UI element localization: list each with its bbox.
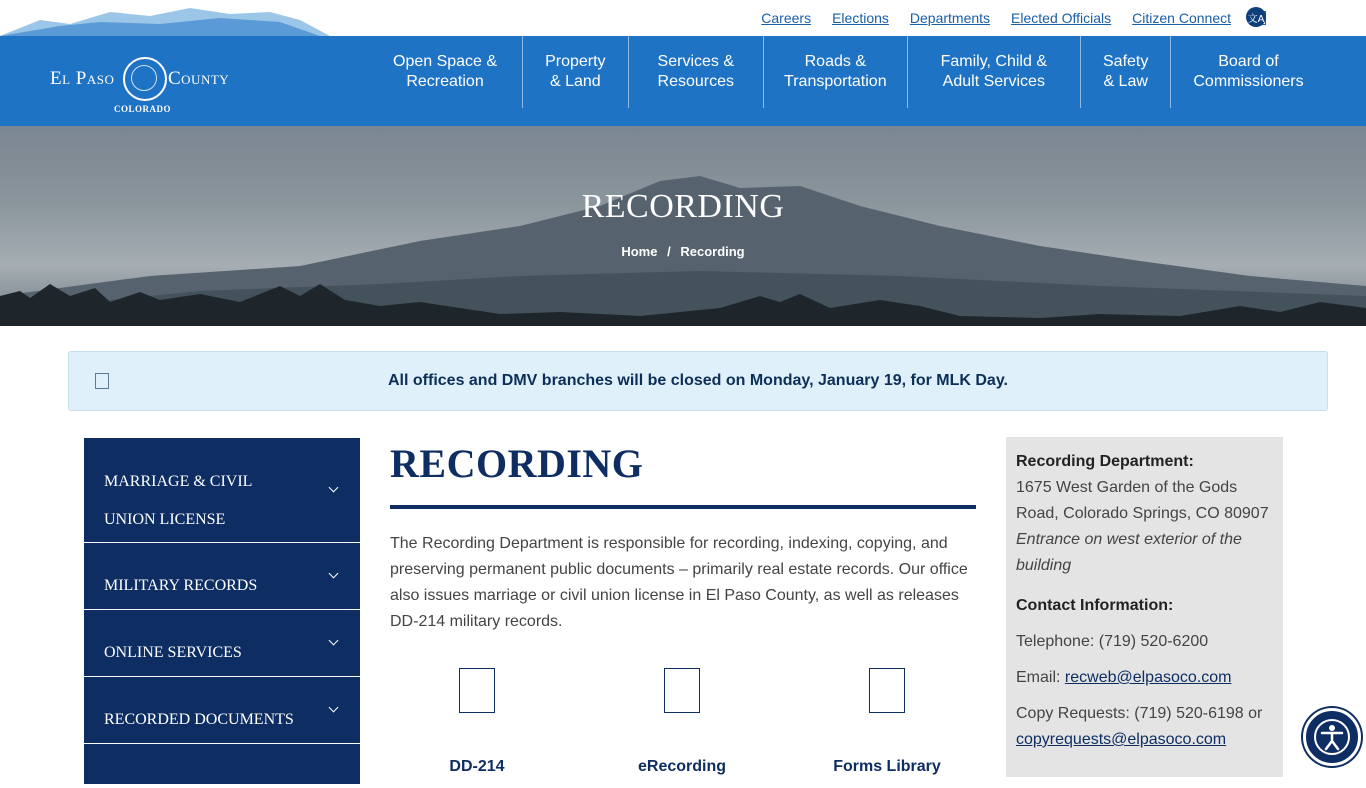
intro-paragraph: The Recording Department is responsible for recording, indexing, copying, and preserving permanent public documents – primarily real estate records. Our office also issues marriage or civil union license in El Paso County, as well as releases DD-214 military records. — [390, 535, 968, 630]
side-item-more[interactable] — [84, 744, 360, 784]
mountain-graphic — [0, 0, 340, 36]
tile-label: DD-214 — [449, 758, 505, 775]
careers-link[interactable]: Careers — [761, 10, 812, 26]
copy-email-link[interactable]: copyrequests@elpasoco.com — [1016, 731, 1227, 748]
main-content — [390, 438, 976, 775]
side-item-label: RECORDED DOCUMENTS — [104, 711, 294, 728]
nav-roads-transportation[interactable]: Roads & Transportation — [763, 36, 907, 108]
main-nav — [371, 36, 1326, 126]
page-title: RECORDING — [390, 441, 644, 486]
chevron-down-icon — [330, 570, 338, 578]
breadcrumb-separator: / — [667, 244, 671, 259]
title-divider — [390, 505, 976, 509]
nav-board-commissioners[interactable]: Board of Commissioners — [1170, 36, 1325, 108]
hero-banner — [0, 126, 1366, 326]
breadcrumb-home[interactable]: Home — [621, 244, 658, 259]
county-logo[interactable] — [50, 46, 240, 116]
accessibility-icon[interactable] — [1303, 708, 1361, 766]
translate-icon[interactable]: 文A — [1246, 7, 1266, 27]
tile-erecording[interactable] — [592, 668, 772, 776]
side-item-label: MILITARY RECORDS — [104, 577, 258, 594]
department-address: 1675 West Garden of the Gods Road, Colorado Springs, CO 80907 — [1016, 479, 1269, 522]
side-item-label: ONLINE SERVICES — [104, 644, 242, 661]
email-link[interactable]: recweb@elpasoco.com — [1064, 669, 1232, 686]
email-label: Email: — [1016, 669, 1061, 686]
breadcrumb — [0, 244, 1366, 259]
elections-link[interactable]: Elections — [832, 10, 889, 26]
nav-safety-law[interactable]: Safety & Law — [1080, 36, 1170, 108]
logo-text-left: El Paso — [50, 68, 115, 89]
utility-links — [761, 0, 1266, 36]
quick-links — [390, 668, 976, 788]
nav-open-space[interactable]: Open Space & Recreation — [393, 53, 498, 90]
nav-property-land[interactable]: Property & Land — [522, 36, 627, 108]
email-line — [1016, 665, 1273, 691]
tile-label: Forms Library — [833, 758, 941, 775]
department-heading: Recording Department: — [1016, 453, 1194, 470]
document-icon — [459, 668, 495, 713]
logo-text-right: County — [168, 68, 230, 89]
document-icon — [869, 668, 905, 713]
nav-family-child-adult[interactable]: Family, Child & Adult Services — [907, 36, 1080, 108]
alert-banner — [68, 351, 1328, 411]
logo-subtitle: COLORADO — [114, 104, 172, 114]
copy-email-line — [1016, 727, 1273, 753]
utility-bar — [0, 0, 1366, 36]
tile-label: eRecording — [637, 758, 726, 775]
mountain-photo — [0, 126, 1366, 326]
side-item-military-records[interactable] — [84, 543, 360, 610]
contact-heading: Contact Information: — [1016, 597, 1174, 614]
tile-forms-library[interactable] — [797, 668, 977, 776]
breadcrumb-current: Recording — [680, 244, 745, 259]
side-nav — [84, 438, 360, 784]
departments-link[interactable]: Departments — [909, 10, 991, 26]
chevron-down-icon — [330, 484, 338, 492]
alert-text: All offices and DMV branches will be closed on Monday, January 19, for MLK Day. — [388, 372, 1008, 389]
citizen-connect-link[interactable]: Citizen Connect — [1132, 10, 1231, 26]
document-icon — [664, 668, 700, 713]
side-item-label: MARRIAGE & CIVIL UNION LICENSE — [104, 473, 252, 528]
chevron-down-icon — [330, 637, 338, 645]
chevron-down-icon — [330, 704, 338, 712]
county-seal-icon — [123, 57, 167, 101]
copy-requests: Copy Requests: (719) 520-6198 or — [1016, 705, 1263, 722]
side-item-marriage-license[interactable] — [84, 438, 360, 543]
telephone: Telephone: (719) 520-6200 — [1016, 633, 1209, 650]
main-header — [0, 36, 1366, 126]
contact-box — [1006, 437, 1283, 777]
tile-dd214[interactable] — [387, 668, 567, 776]
nav-services-resources[interactable]: Services & Resources — [628, 36, 763, 108]
side-item-online-services[interactable] — [84, 610, 360, 677]
entrance-note: Entrance on west exterior of the building — [1016, 531, 1242, 574]
side-item-recorded-documents[interactable] — [84, 677, 360, 744]
hero-title: RECORDING — [581, 188, 785, 225]
elected-officials-link[interactable]: Elected Officials — [1011, 10, 1112, 26]
